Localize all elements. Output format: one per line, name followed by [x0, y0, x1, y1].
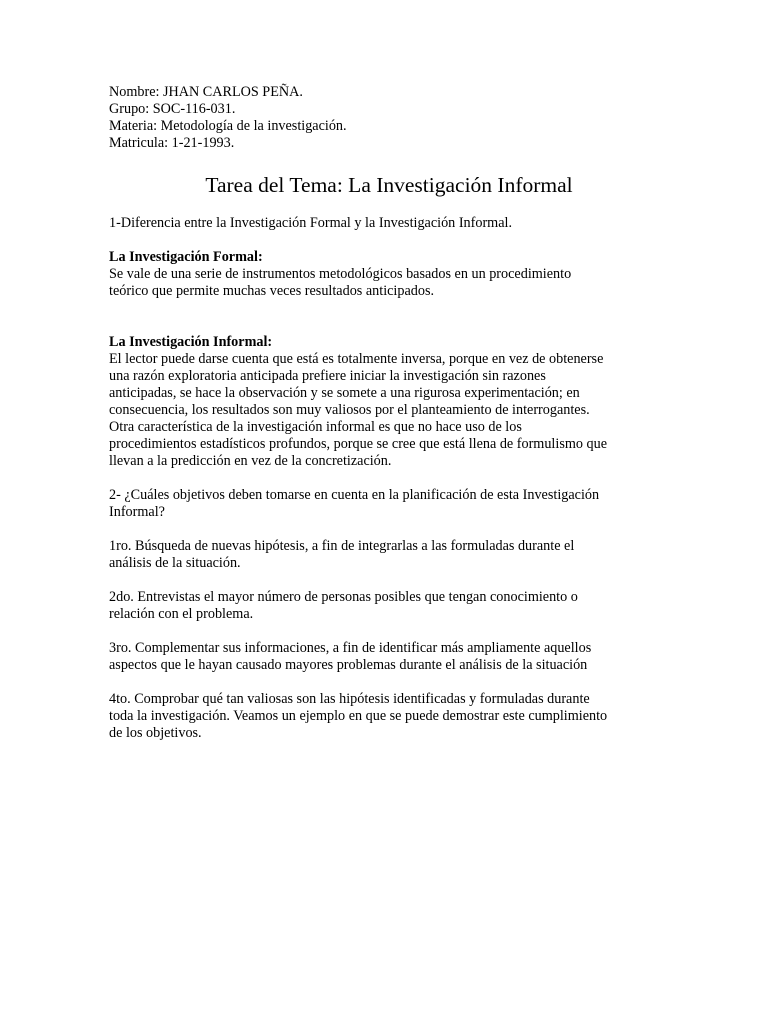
objective-line: aspectos que le hayan causado mayores problemas durante el análisis de la situación: [109, 657, 588, 673]
objective-line: análisis de la situación.: [109, 555, 241, 571]
student-info: [109, 84, 669, 152]
document-page: [109, 84, 669, 759]
objective-4: [109, 691, 669, 742]
informal-line: El lector puede darse cuenta que está es totalmente inversa, porque en vez de obtenerse: [109, 351, 604, 367]
objective-line: de los objetivos.: [109, 725, 202, 741]
student-group: Grupo: SOC-116-031.: [109, 101, 236, 117]
informal-section: [109, 334, 669, 470]
question-1: 1-Diferencia entre la Investigación Formal y la Investigación Informal.: [109, 215, 513, 231]
formal-section: [109, 249, 669, 300]
informal-line: una razón exploratoria anticipada prefiere iniciar la investigación sin razones: [109, 368, 546, 384]
enrollment-number: Matricula: 1-21-1993.: [109, 135, 235, 151]
informal-line: llevan a la predicción en vez de la concretización.: [109, 453, 392, 469]
objective-2: [109, 589, 669, 623]
subject: Materia: Metodología de la investigación.: [109, 118, 347, 134]
question-2: [109, 487, 669, 521]
informal-line: Otra característica de la investigación informal es que no hace uso de los: [109, 419, 522, 435]
formal-line: Se vale de una serie de instrumentos metodológicos basados en un procedimiento: [109, 266, 572, 282]
objective-line: 2do. Entrevistas el mayor número de personas posibles que tengan conocimiento o: [109, 589, 578, 605]
informal-heading: La Investigación Informal:: [109, 334, 273, 350]
objective-3: [109, 640, 669, 674]
student-name: Nombre: JHAN CARLOS PEÑA.: [109, 84, 303, 100]
formal-line: teórico que permite muchas veces resultados anticipados.: [109, 283, 435, 299]
informal-line: consecuencia, los resultados son muy valiosos por el planteamiento de interrogantes.: [109, 402, 590, 418]
informal-line: anticipadas, se hace la observación y se somete a una rigurosa experimentación; en: [109, 385, 580, 401]
question-2-line: 2- ¿Cuáles objetivos deben tomarse en cuenta en la planificación de esta Investigación: [109, 487, 600, 503]
document-title: Tarea del Tema: La Investigación Informal: [205, 173, 573, 197]
question-2-line: Informal?: [109, 504, 165, 520]
objective-line: toda la investigación. Veamos un ejemplo en que se puede demostrar este cumplimiento: [109, 708, 608, 724]
objective-line: 1ro. Búsqueda de nuevas hipótesis, a fin de integrarlas a las formuladas durante el: [109, 538, 575, 554]
formal-heading: La Investigación Formal:: [109, 249, 263, 265]
objective-line: 3ro. Complementar sus informaciones, a fin de identificar más ampliamente aquellos: [109, 640, 592, 656]
objective-1: [109, 538, 669, 572]
informal-line: procedimientos estadísticos profundos, porque se cree que está llena de formulismo que: [109, 436, 607, 452]
objective-line: 4to. Comprobar qué tan valiosas son las hipótesis identificadas y formuladas durante: [109, 691, 590, 707]
objective-line: relación con el problema.: [109, 606, 254, 622]
spacer: [109, 317, 669, 334]
